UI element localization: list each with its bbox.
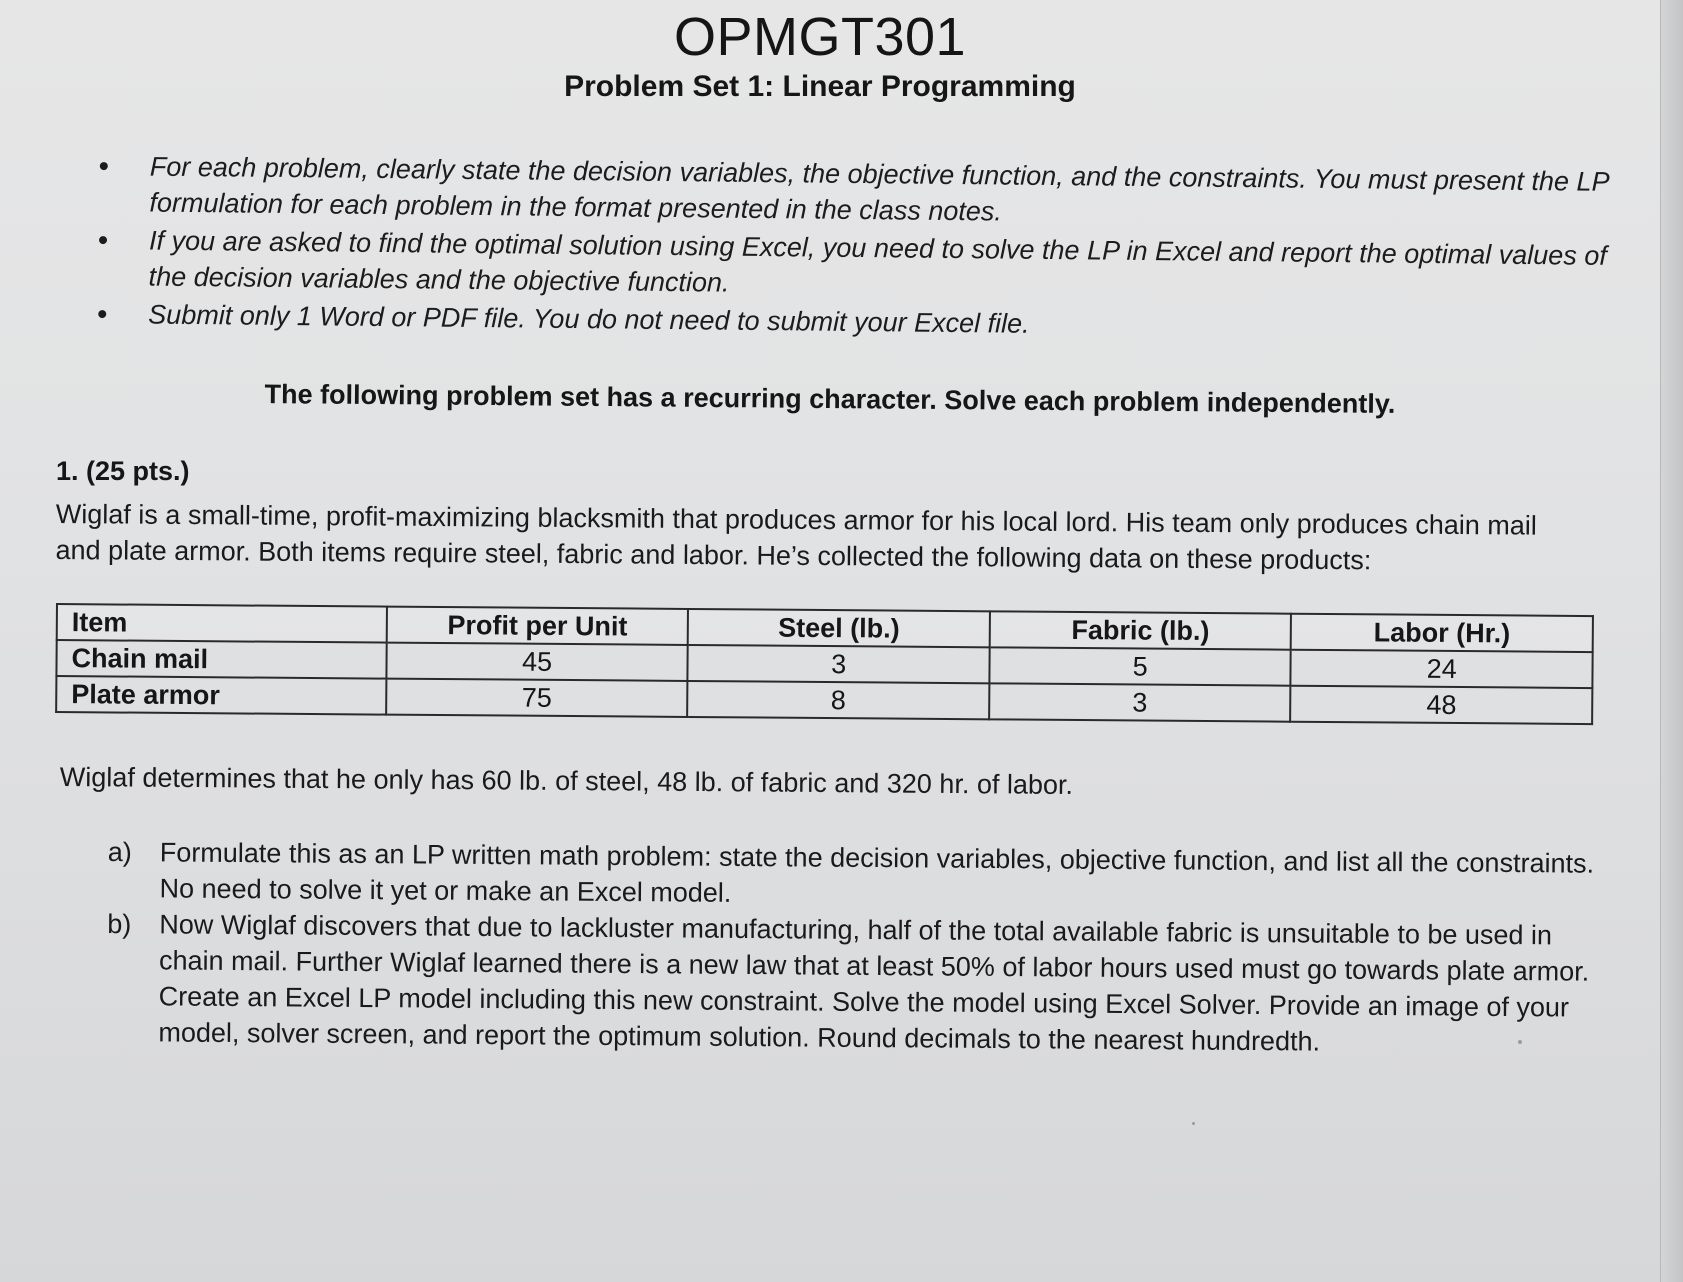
header-item: Item	[57, 604, 387, 643]
page-edge	[1660, 0, 1683, 1282]
cell-steel: 3	[688, 645, 990, 683]
problem-part	[106, 906, 1597, 1062]
cell-labor: 24	[1291, 650, 1593, 688]
problem-parts-list	[106, 834, 1598, 1062]
instructions-list	[94, 148, 1626, 350]
part-marker: b)	[107, 908, 132, 940]
instruction-item	[94, 222, 1625, 310]
cell-item: Chain mail	[56, 640, 386, 679]
part-text: Formulate this as an LP written math problem: state the decision variables, objective function, and list all the constraints. No need to solve it yet or make an Excel model.	[159, 837, 1595, 908]
problem-part	[107, 834, 1598, 918]
product-data-table	[55, 603, 1594, 725]
header-profit: Profit per Unit	[387, 607, 689, 645]
cell-profit: 75	[386, 679, 688, 717]
cell-item: Plate armor	[56, 676, 386, 715]
cell-labor: 48	[1291, 686, 1593, 724]
paper-speck	[1518, 1040, 1522, 1044]
cell-fabric: 3	[989, 683, 1291, 721]
header-labor: Labor (Hr.)	[1291, 614, 1593, 652]
bullet-icon	[100, 162, 108, 170]
resource-limits: Wiglaf determines that he only has 60 lb. of steel, 48 lb. of fabric and 320 hr. of labor.	[59, 762, 1074, 800]
bullet-icon	[99, 236, 107, 244]
part-text: Now Wiglaf discovers that due to lackluster manufacturing, half of the total available fabric is unsuitable to be used in chain mail. Further Wiglaf learned there is a new law that at least 50% of labor hours used must go towards plate armor. Create an Excel LP model including this new constraint. Solve the model using Excel Solver. Provide an image of your model, solver screen, and report the optimum solution. Round decimals to the nearest hundredth.	[158, 909, 1590, 1057]
recurring-character-notice: The following problem set has a recurring character. Solve each problem independently.	[264, 379, 1396, 419]
part-marker: a)	[107, 836, 132, 868]
paper-speck	[1192, 1122, 1195, 1125]
course-title: OPMGT301	[673, 7, 967, 67]
instruction-text: Submit only 1 Word or PDF file. You do not need to submit your Excel file.	[148, 299, 1030, 339]
header-steel: Steel (lb.)	[688, 609, 990, 647]
cell-fabric: 5	[989, 647, 1291, 685]
instruction-item	[95, 148, 1626, 236]
cell-steel: 8	[687, 681, 989, 719]
instruction-text: If you are asked to find the optimal solution using Excel, you need to solve the LP in Excel and report the optimal values of the decision variables and the objective function.	[148, 225, 1607, 298]
problem-heading: 1. (25 pts.)	[56, 456, 190, 486]
header-fabric: Fabric (lb.)	[990, 611, 1292, 649]
instruction-text: For each problem, clearly state the decision variables, the objective function, and the constraints. You must present the LP formulation for each problem in the format presented in the class notes.	[149, 151, 1609, 227]
cell-profit: 45	[386, 643, 688, 681]
problem-set-subtitle: Problem Set 1: Linear Programming	[564, 70, 1076, 103]
problem-statement: Wiglaf is a small-time, profit-maximizing blacksmith that produces armor for his local lord. His team only produces chain mail and plate armor. Both items require steel, fabric and labor. He’s collected the following data on these products:	[55, 498, 1537, 576]
bullet-icon	[98, 310, 106, 318]
